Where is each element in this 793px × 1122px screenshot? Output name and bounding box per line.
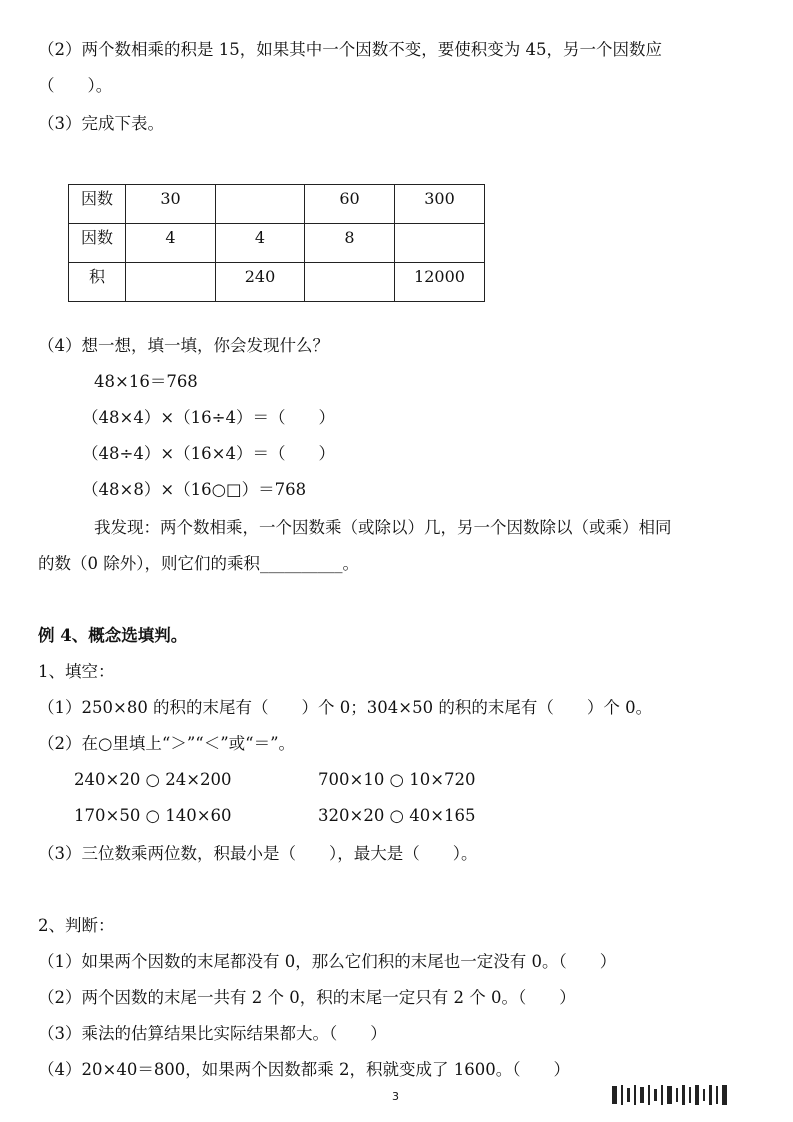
watermark-bar-icon (661, 1085, 663, 1105)
example-4-heading: 例 4、概念选填判。 (38, 626, 188, 645)
watermark-bar-icon (634, 1085, 636, 1105)
question-3: （3）完成下表。 (38, 114, 164, 133)
fill-question-3: （3）三位数乘两位数，积最小是（ ），最大是（ ）。 (38, 844, 478, 863)
table-cell: 因数 (69, 224, 126, 263)
watermark-bar-icon (709, 1085, 712, 1105)
table-cell: 积 (69, 263, 126, 302)
watermark-bar-icon (640, 1087, 644, 1103)
judge-question-4: （4）20×40＝800，如果两个因数都乘 2，积就变成了 1600。（ ） (38, 1060, 571, 1079)
table-cell: 12000 (395, 263, 485, 302)
factor-product-table (68, 184, 485, 302)
table-cell (126, 263, 216, 302)
discovery-line-2: 的数（0 除外），则它们的乘积__________。 (38, 554, 359, 573)
equation-3: （48÷4）×（16×4）＝（ ） (82, 444, 335, 463)
compare-item-4: 320×20 ○ 40×165 (318, 806, 476, 825)
table-cell: 30 (126, 185, 216, 224)
fill-question-2: （2）在○里填上“＞”“＜”或“＝”。 (38, 734, 296, 753)
watermark-bar-icon (716, 1086, 718, 1104)
watermark-bar-icon (676, 1088, 678, 1102)
table-row (69, 185, 485, 224)
watermark-logo (612, 1082, 780, 1108)
judge-question-3: （3）乘法的估算结果比实际结果都大。（ ） (38, 1024, 387, 1043)
fill-in-heading: 1、填空： (38, 662, 115, 681)
watermark-bar-icon (621, 1085, 623, 1105)
equation-1: 48×16＝768 (94, 372, 198, 391)
table-cell: 240 (216, 263, 305, 302)
watermark-bar-icon (648, 1085, 650, 1105)
compare-item-1: 240×20 ○ 24×200 (74, 770, 232, 789)
watermark-bar-icon (682, 1085, 685, 1105)
equation-4: （48×8）×（16○□）＝768 (82, 480, 307, 499)
watermark-bar-icon (667, 1086, 672, 1104)
table-cell: 4 (216, 224, 305, 263)
table-cell: 因数 (69, 185, 126, 224)
table-cell (305, 263, 395, 302)
watermark-bar-icon (722, 1085, 727, 1105)
table-cell (216, 185, 305, 224)
judge-heading: 2、判断： (38, 916, 115, 935)
compare-item-3: 170×50 ○ 140×60 (74, 806, 232, 825)
table-cell: 60 (305, 185, 395, 224)
question-2-line-1: （2）两个数相乘的积是 15，如果其中一个因数不变，要使积变为 45，另一个因数应 (38, 40, 662, 59)
judge-question-2: （2）两个因数的末尾一共有 2 个 0，积的末尾一定只有 2 个 0。（ ） (38, 988, 576, 1007)
fill-question-1: （1）250×80 的积的末尾有（ ）个 0；304×50 的积的末尾有（ ）个 0。 (38, 698, 653, 717)
watermark-bar-icon (689, 1087, 691, 1103)
table-cell: 300 (395, 185, 485, 224)
discovery-line-1: 我发现：两个数相乘，一个因数乘（或除以）几，另一个因数除以（或乘）相同 (94, 518, 672, 537)
compare-item-2: 700×10 ○ 10×720 (318, 770, 476, 789)
watermark-bar-icon (654, 1089, 657, 1101)
table-row (69, 224, 485, 263)
judge-question-1: （1）如果两个因数的末尾都没有 0，那么它们积的末尾也一定没有 0。（ ） (38, 952, 617, 971)
watermark-bar-icon (627, 1088, 630, 1102)
page-number: 3 (392, 1090, 399, 1103)
table-cell (395, 224, 485, 263)
watermark-bar-icon (612, 1086, 617, 1104)
watermark-bar-icon (695, 1085, 699, 1105)
equation-2: （48×4）×（16÷4）＝（ ） (82, 408, 335, 427)
table-cell: 8 (305, 224, 395, 263)
table-cell: 4 (126, 224, 216, 263)
question-4: （4）想一想，填一填，你会发现什么？ (38, 336, 329, 355)
table-row (69, 263, 485, 302)
watermark-bar-icon (703, 1089, 705, 1101)
question-2-line-2: （ ）。 (38, 76, 113, 95)
